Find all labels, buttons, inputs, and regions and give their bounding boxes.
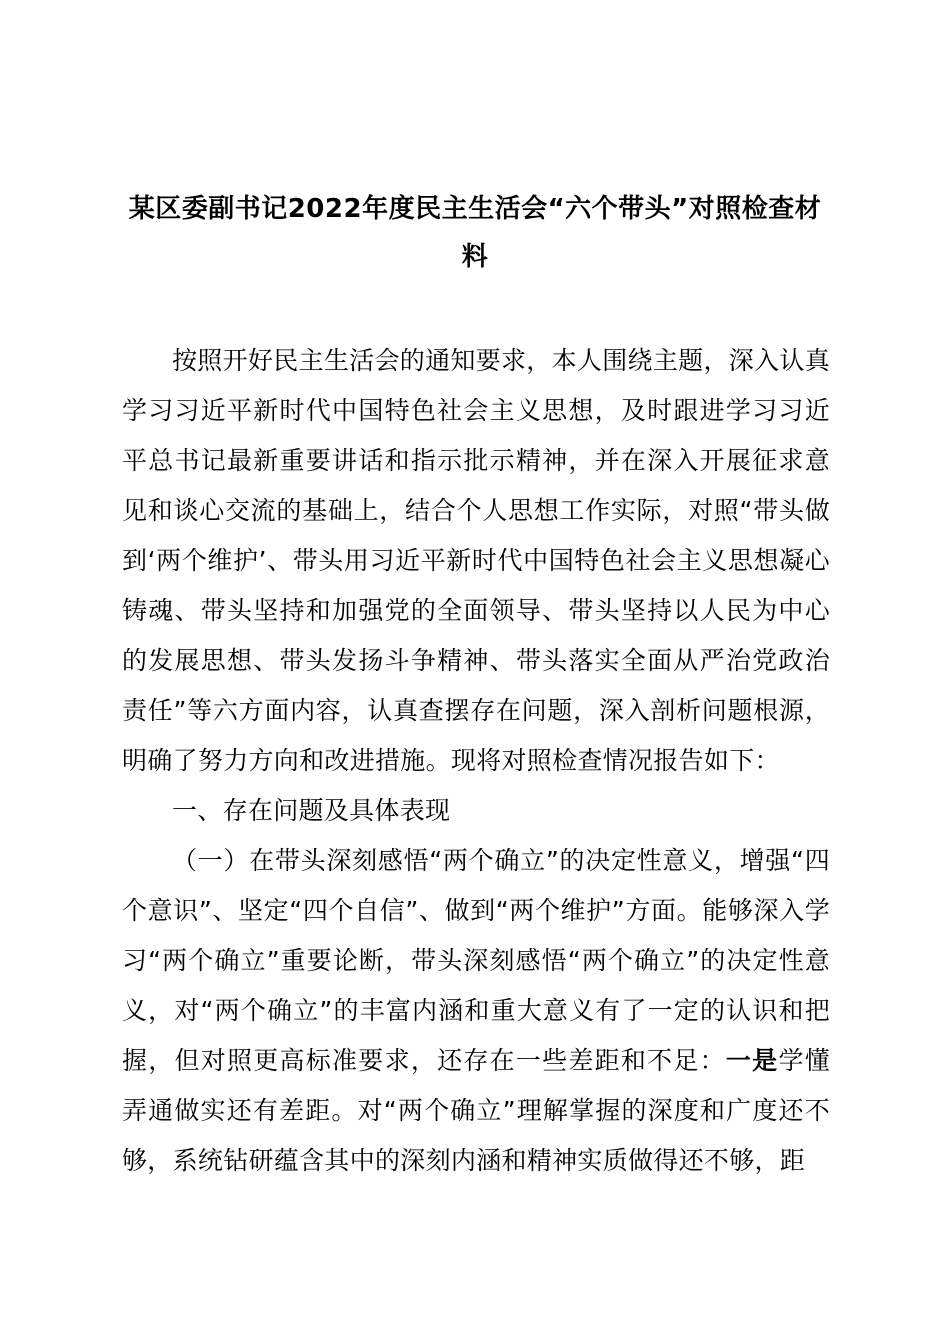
document-title: 某区委副书记2022年度民主生活会“六个带头”对照检查材料 bbox=[128, 194, 822, 272]
intro-paragraph-block bbox=[122, 336, 830, 786]
section1-text-before-bold: （一）在带头深刻感悟“两个确立”的决定性意义，增强“四个意识”、坚定“四个自信”、做到“两个维护”方面。能够深入学习“两个确立”重要论断，带头深刻感悟“两个确立”的决定性意义，对“两个确立”的丰富内涵和重大意义有了一定的认识和把握，但对照更高标准要求，还存在一些差距和不足： bbox=[122, 846, 830, 1075]
section1-paragraph bbox=[122, 836, 830, 1186]
section1-bold-lead: 一是 bbox=[725, 1046, 779, 1075]
section1-text-after-bold: 学懂弄通做实还有差距。对“两个确立”理解掌握的深度和广度还不够，系统钻研蕴含其中的深刻内涵和精神实质做得还不够，距 bbox=[122, 1046, 830, 1175]
intro-paragraph: 按照开好民主生活会的通知要求，本人围绕主题，深入认真学习习近平新时代中国特色社会主义思想，及时跟进学习习近平总书记最新重要讲话和指示批示精神，并在深入开展征求意见和谈心交流的基础上，结合个人思想工作实际，对照“带头做到‘两个维护’、带头用习近平新时代中国特色社会主义思想凝心铸魂、带头坚持和加强党的全面领导、带头坚持以人民为中心的发展思想、带头发扬斗争精神、带头落实全面从严治党政治责任”等六方面内容，认真查摆存在问题，深入剖析问题根源，明确了努力方向和改进措施。现将对照检查情况报告如下： bbox=[122, 346, 830, 775]
section-heading-block bbox=[122, 786, 830, 836]
section-heading: 一、存在问题及具体表现 bbox=[172, 796, 451, 825]
section1-paragraph-block bbox=[122, 836, 830, 1186]
